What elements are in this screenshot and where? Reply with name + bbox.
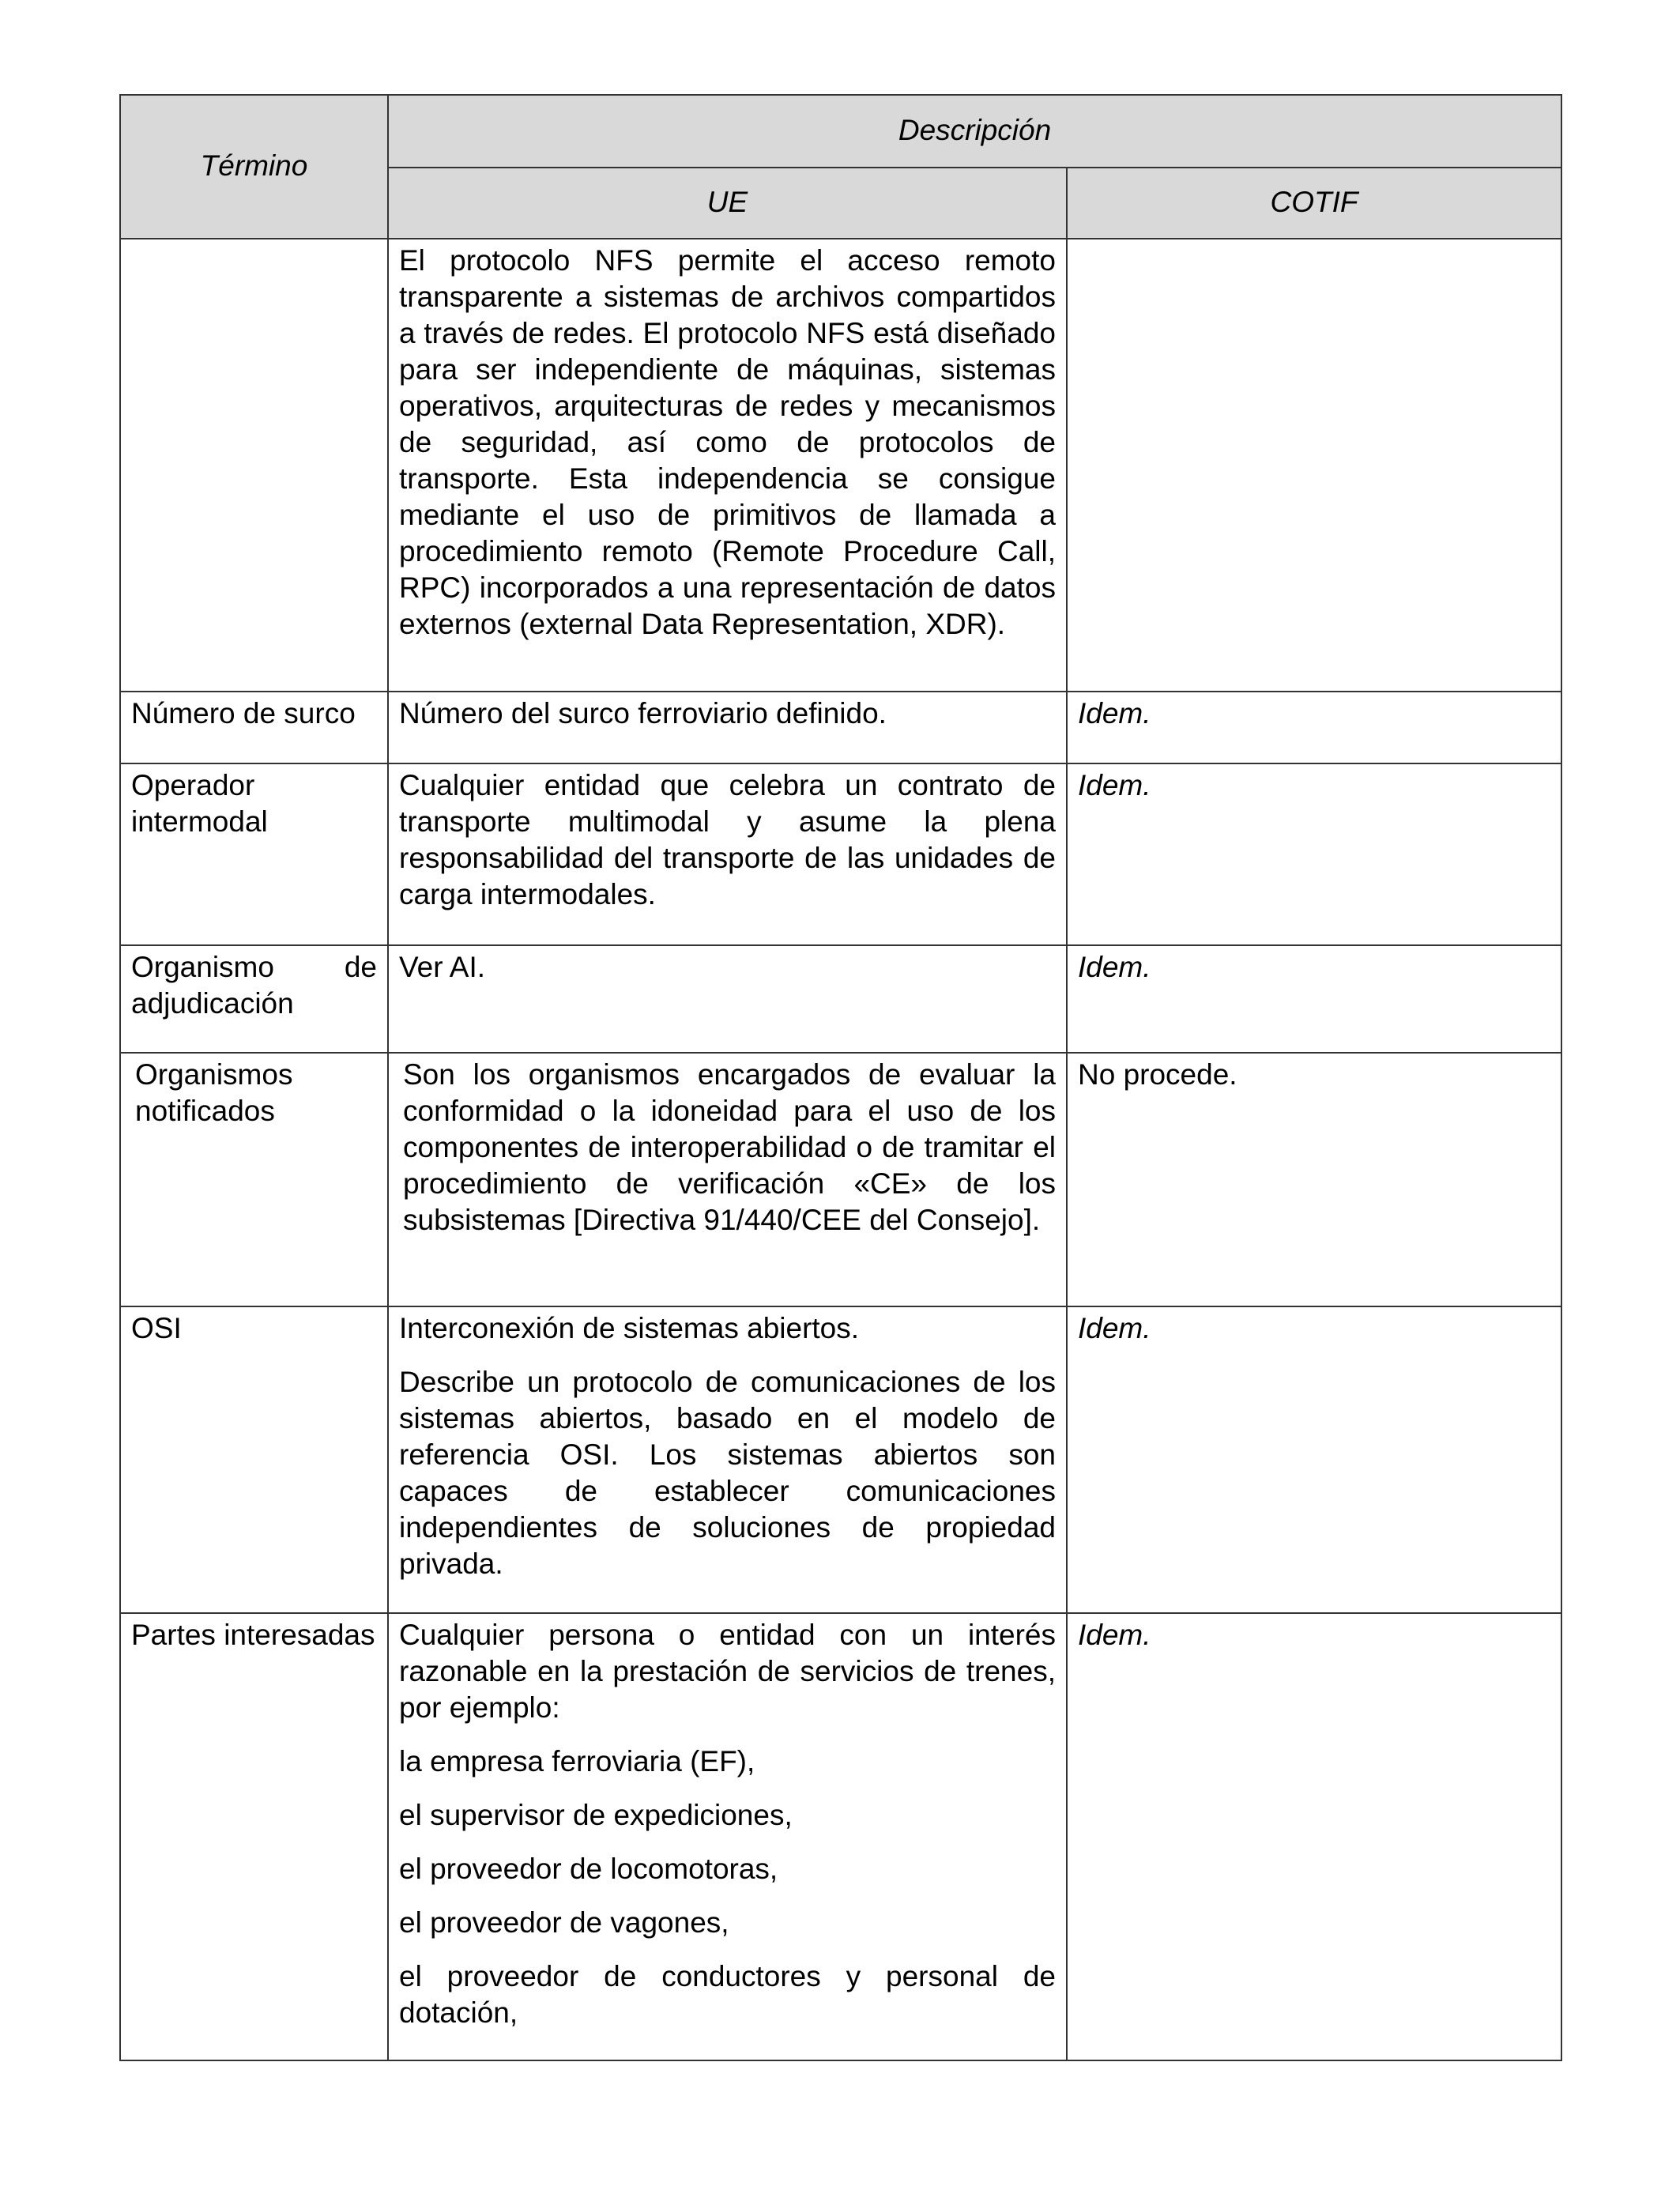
glossary-table [119, 94, 1562, 2061]
ue-text: el proveedor de conductores y personal de dotación, [399, 1960, 1056, 2029]
cotif-cell: No procede. [1067, 1053, 1561, 1306]
ue-cell [388, 1306, 1067, 1613]
table-row [120, 1306, 1561, 1613]
ue-cell [388, 1613, 1067, 2060]
table-row [120, 1053, 1561, 1306]
table-row [120, 692, 1561, 763]
cotif-cell [1067, 239, 1561, 692]
cotif-cell: Idem. [1067, 692, 1561, 763]
ue-text: El protocolo NFS permite el acceso remoto transparente a sistemas de archivos compartidos a través de redes. El protocolo NFS está diseñado para ser independiente de máquinas, sistemas operativos, arquitecturas de redes y mecanismos de seguridad, así como de protocolos de transporte. Esta independencia se consigue mediante el uso de primitivos de llamada a procedimiento remoto (Remote Procedure Call, RPC) incorporados a una representación de datos externos (external Data Representation, XDR). [399, 244, 1056, 640]
ue-text: Describe un protocolo de comunicaciones de los sistemas abiertos, basado en el modelo de referencia OSI. Los sistemas abiertos son capaces de establecer comunicaciones independientes de soluciones de propiedad privada. [399, 1366, 1056, 1580]
ue-text: el proveedor de vagones, [399, 1906, 729, 1939]
table-row [120, 1613, 1561, 2060]
term-cell: Operador intermodal [120, 763, 388, 945]
ue-text: el supervisor de expediciones, [399, 1799, 793, 1831]
ue-cell [388, 239, 1067, 692]
ue-text: el proveedor de locomotoras, [399, 1853, 778, 1885]
header-term: Término [120, 95, 388, 239]
cotif-cell: Idem. [1067, 1306, 1561, 1613]
cotif-cell: Idem. [1067, 945, 1561, 1053]
ue-text: Son los organismos encargados de evaluar la conformidad o la idoneidad para el uso de los componentes de interoperabilidad o de tramitar el procedimiento de verificación «CE» de los subsistemas [Directiva 91/440/CEE del Consejo]. [403, 1058, 1056, 1236]
ue-text: Ver AI. [399, 951, 486, 983]
ue-text: la empresa ferroviaria (EF), [399, 1745, 755, 1777]
ue-cell [388, 1053, 1067, 1306]
ue-cell [388, 692, 1067, 763]
term-cell [120, 239, 388, 692]
ue-text: Cualquier persona o entidad con un interés razonable en la prestación de servicios de trenes, por ejemplo: [399, 1619, 1056, 1724]
ue-cell [388, 763, 1067, 945]
table-row [120, 239, 1561, 692]
ue-text: Cualquier entidad que celebra un contrato de transporte multimodal y asume la plena responsabilidad del transporte de las unidades de carga intermodales. [399, 769, 1056, 910]
ue-cell [388, 945, 1067, 1053]
header-ue: UE [388, 168, 1067, 239]
term-cell [120, 945, 388, 1053]
header-description: Descripción [388, 95, 1561, 168]
ue-text: Número del surco ferroviario definido. [399, 697, 887, 729]
term-text: Organismo de adjudicación [131, 951, 377, 1020]
term-cell: Número de surco [120, 692, 388, 763]
cotif-cell: Idem. [1067, 763, 1561, 945]
ue-text: Interconexión de sistemas abiertos. [399, 1312, 860, 1344]
cotif-cell: Idem. [1067, 1613, 1561, 2060]
table-row [120, 763, 1561, 945]
header-cotif: COTIF [1067, 168, 1561, 239]
term-cell: Partes interesadas [120, 1613, 388, 2060]
term-cell: OSI [120, 1306, 388, 1613]
term-cell: Organismos notificados [120, 1053, 388, 1306]
table-row [120, 945, 1561, 1053]
